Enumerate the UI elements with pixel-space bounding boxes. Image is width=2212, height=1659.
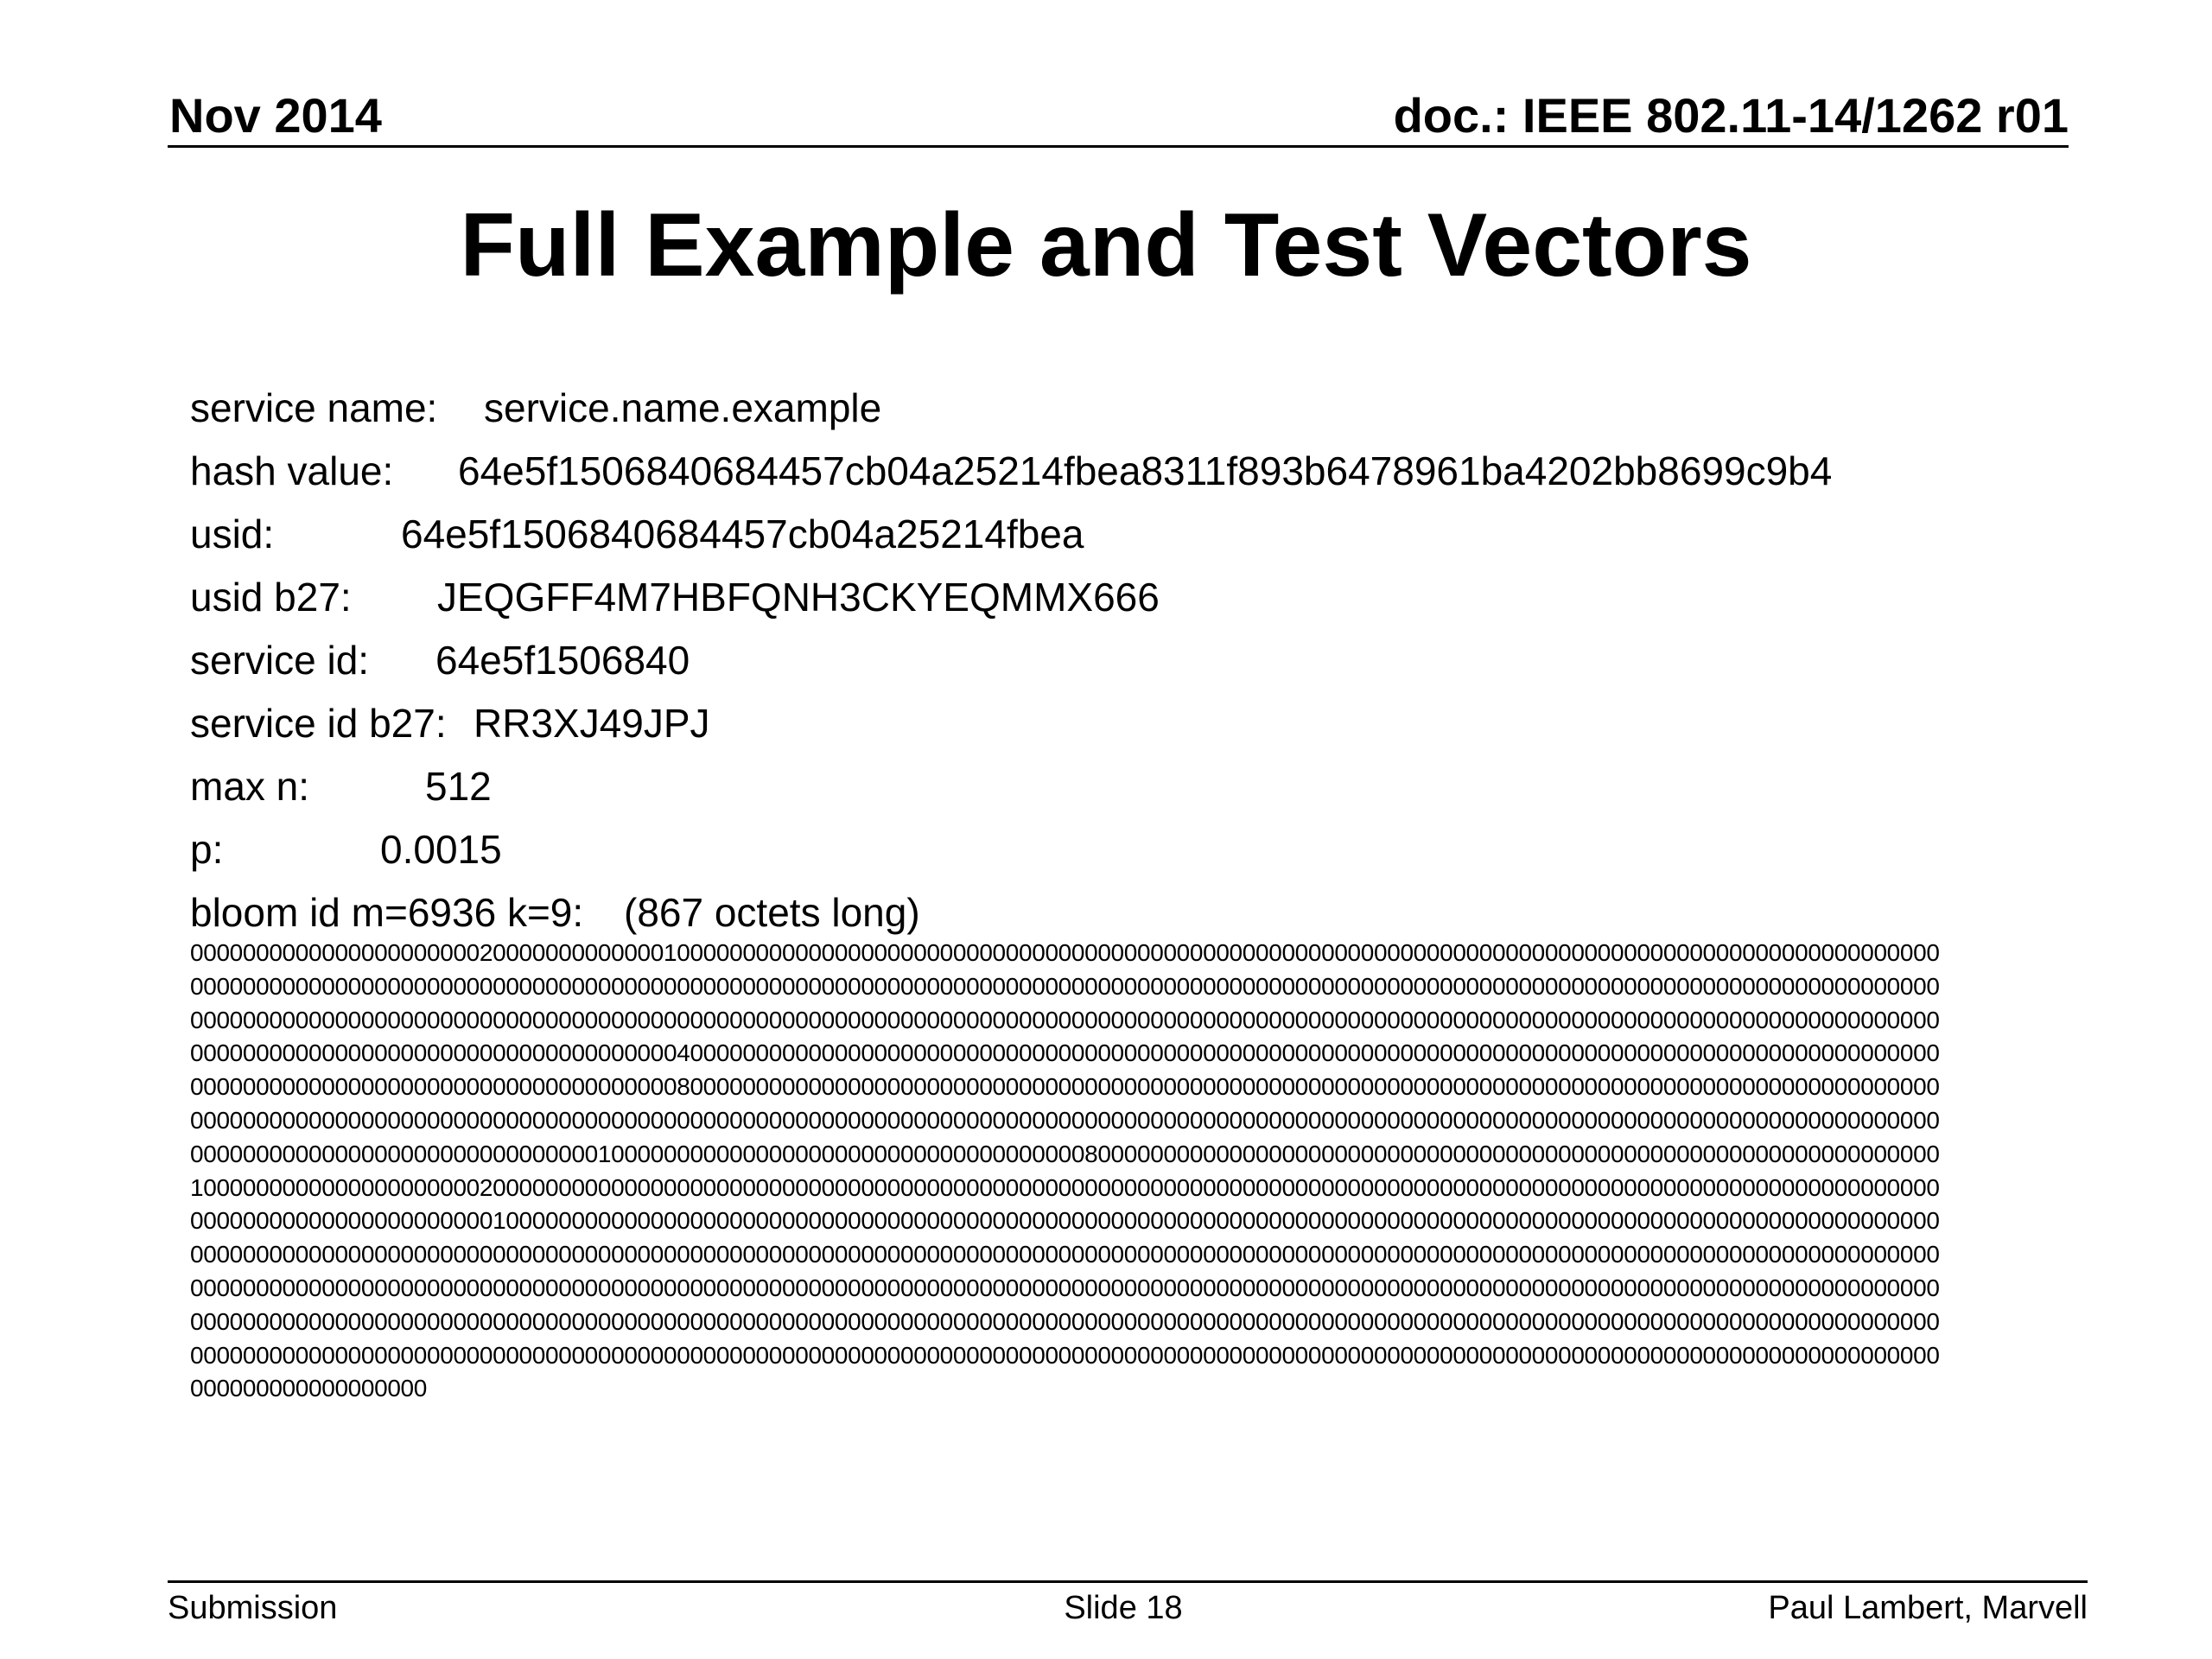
bloom-row: 1000000000000000000000200000000000000000000000000000000000000000000000000000000000000000000000000000000000000000000000000000000000000: [190, 1173, 1940, 1201]
field-label: service id b27:: [190, 701, 447, 746]
field-label: p:: [190, 827, 224, 872]
field-label: max n:: [190, 764, 310, 809]
field-label: service name:: [190, 385, 438, 430]
field-value: 64e5f1506840684457cb04a25214fbea8311f893b6478961ba4202bb8699c9b4: [458, 448, 1833, 493]
bloom-filter-bits: [190, 937, 1940, 1406]
field-value: (867 octets long): [624, 890, 920, 935]
bloom-row: 0000000000000000000000000000000000000000000000000000000000000000000000000000000000000000000000000000000000000000000000000000000000000: [190, 1307, 1940, 1335]
field-label: hash value:: [190, 448, 394, 493]
field-value: JEQGFF4M7HBFQNH3CKYEQMMX666: [437, 575, 1160, 620]
footer-author: Paul Lambert, Marvell: [1768, 1590, 2088, 1626]
slide-title: Full Example and Test Vectors: [460, 195, 1752, 296]
field-value: RR3XJ49JPJ: [474, 701, 710, 746]
bloom-row: 0000000000000000000000000000000000000000000000000000000000000000000000000000000000000000000000000000000000000000000000000000000000000: [190, 1274, 1940, 1301]
bloom-row: 0000000000000000000000000000000000000000000000000000000000000000000000000000000000000000000000000000000000000000000000000000000000000: [190, 1341, 1940, 1369]
footer-divider: [168, 1580, 2088, 1583]
footer-slide-number: Slide 18: [1064, 1590, 1183, 1626]
bloom-row: 0000000000000000000000200000000000001000000000000000000000000000000000000000000000000000000000000000000000000000000000000000000000000: [190, 939, 1940, 966]
field-value: 64e5f1506840684457cb04a25214fbea: [401, 512, 1084, 556]
field-label: bloom id m=6936 k=9:: [190, 890, 584, 935]
footer-submission: Submission: [168, 1590, 338, 1626]
bloom-row: 0000000000000000000000010000000000000000000000000000000000000000000000000000000000000000000000000000000000000000000000000000000000000: [190, 1207, 1940, 1235]
field-value: service.name.example: [484, 385, 882, 430]
bloom-row: 0000000000000000000000000000000100000000000000000000000000000000000080000000000000000000000000000000000000000000000000000000000000000: [190, 1140, 1940, 1167]
bloom-row: 000000000000000000: [190, 1375, 428, 1402]
header-date: Nov 2014: [169, 88, 382, 143]
bloom-row: 0000000000000000000000000000000000000000000000000000000000000000000000000000000000000000000000000000000000000000000000000000000000000: [190, 1106, 1940, 1134]
field-label: service id:: [190, 638, 370, 683]
field-label: usid b27:: [190, 575, 352, 620]
bloom-row: 0000000000000000000000000000000000000000000000000000000000000000000000000000000000000000000000000000000000000000000000000000000000000: [190, 1006, 1940, 1033]
bloom-row: 0000000000000000000000000000000000000800000000000000000000000000000000000000000000000000000000000000000000000000000000000000000000000: [190, 1073, 1940, 1101]
field-label: usid:: [190, 512, 275, 556]
field-value: 64e5f1506840: [435, 638, 690, 683]
bloom-row: 0000000000000000000000000000000000000000000000000000000000000000000000000000000000000000000000000000000000000000000000000000000000000: [190, 972, 1940, 1000]
header-doc-id: doc.: IEEE 802.11-14/1262 r01: [1393, 88, 2069, 143]
field-value: 0.0015: [380, 827, 502, 872]
field-value: 512: [425, 764, 492, 809]
bloom-row: 0000000000000000000000000000000000000400000000000000000000000000000000000000000000000000000000000000000000000000000000000000000000000: [190, 1039, 1940, 1067]
header-divider: [168, 145, 2069, 148]
bloom-row: 0000000000000000000000000000000000000000000000000000000000000000000000000000000000000000000000000000000000000000000000000000000000000: [190, 1241, 1940, 1268]
